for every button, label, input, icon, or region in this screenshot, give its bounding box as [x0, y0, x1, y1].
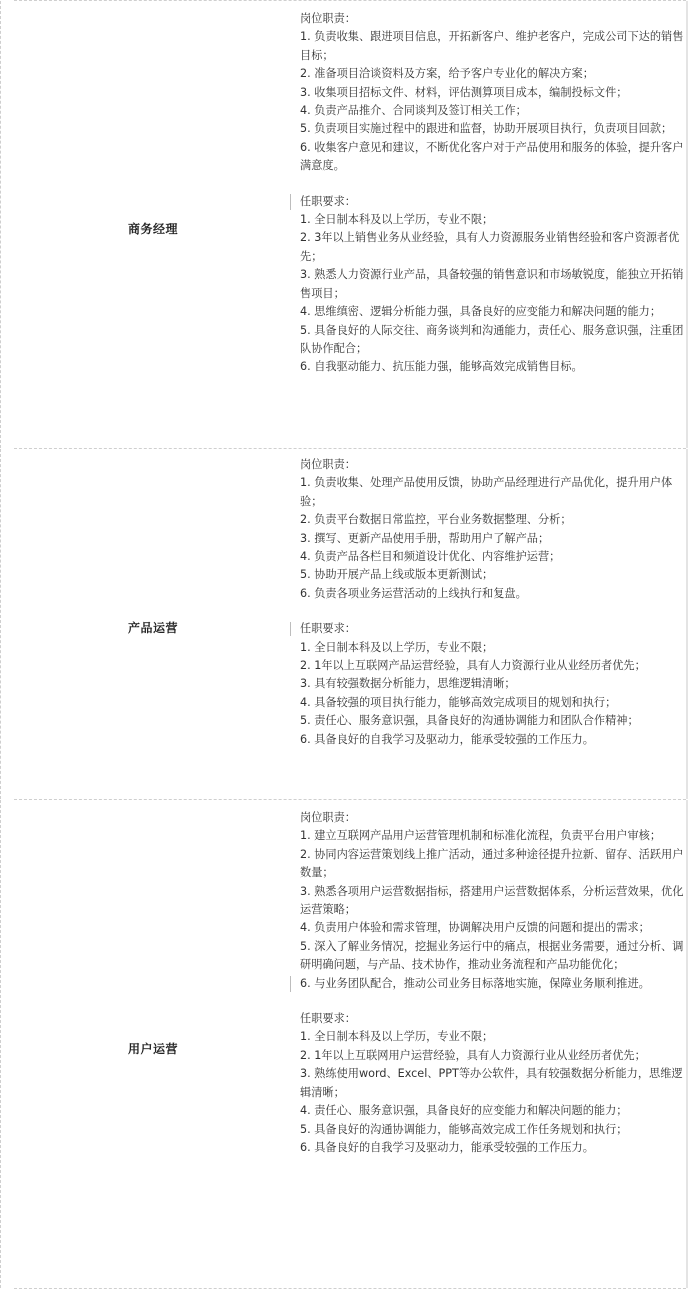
requirement-item: 2. 1年以上互联网产品运营经验，具有人力资源行业从业经历者优先；: [300, 659, 646, 673]
requirements-section: [300, 1010, 684, 1157]
duties-heading: 岗位职责：: [300, 458, 356, 471]
requirement-item: 4. 思维缜密、逻辑分析能力强，具备良好的应变能力和解决问题的能力；: [300, 305, 662, 319]
requirement-item: 2. 1年以上互联网用户运营经验，具有人力资源行业从业经历者优先；: [300, 1048, 646, 1062]
requirement-item: 5. 责任心、服务意识强，具备良好的沟通协调能力和团队合作精神；: [300, 714, 639, 728]
requirement-item: 3. 熟练使用word、Excel、PPT等办公软件，具有较强数据分析能力，思维逻辑清晰；: [300, 1067, 683, 1099]
duties-heading: 岗位职责：: [300, 12, 356, 25]
job-row: [14, 0, 686, 449]
job-description: [300, 809, 684, 1157]
duty-item: 3. 熟悉各项用户运营数据指标，搭建用户运营数据体系，分析运营效果，优化运营策略；: [300, 884, 684, 917]
requirement-item: 1. 全日制本科及以上学历，专业不限；: [300, 213, 494, 227]
duty-item: 6. 负责各项业务运营活动的上线执行和复盘。: [300, 586, 527, 600]
duty-item: 2. 协同内容运营策划线上推广活动，通过多种途径提升拉新、留存、活跃用户数量；: [300, 847, 684, 880]
duty-item: 1. 负责收集、处理产品使用反馈，协助产品经理进行产品优化，提升用户体验；: [300, 476, 673, 508]
job-description: [300, 10, 684, 377]
requirement-item: 6. 自我驱动能力、抗压能力强，能够高效完成销售目标。: [300, 360, 583, 374]
duties-section: [300, 809, 684, 993]
job-title: 产品运营: [128, 621, 179, 635]
requirement-item: 2. 3年以上销售业务从业经验，具有人力资源服务业销售经验和客户资源者优先；: [300, 231, 680, 263]
duty-item: 5. 深入了解业务情况，挖掘业务运行中的痛点，根据业务需要，通过分析、调研明确问题，与产品、技术协作，推动业务流程和产品功能优化；: [300, 939, 684, 972]
duties-section: [300, 10, 684, 176]
requirement-item: 3. 具有较强数据分析能力，思维逻辑清晰；: [300, 677, 516, 691]
job-title: 商务经理: [128, 222, 179, 236]
requirement-item: 4. 具备较强的项目执行能力，能够高效完成项目的规划和执行；: [300, 695, 617, 709]
duties-section: [300, 456, 684, 603]
row-left-divider: [0, 800, 1, 1288]
row-right-divider: [686, 800, 688, 1288]
job-title: 用户运营: [128, 1042, 179, 1056]
requirement-item: 4. 责任心、服务意识强，具备良好的应变能力和解决问题的能力；: [300, 1104, 628, 1118]
row-left-divider: [0, 449, 1, 799]
row-left-divider: [0, 1, 1, 448]
row-right-divider: [686, 449, 688, 799]
job-row: [14, 449, 686, 800]
duty-item: 2. 负责平台数据日常监控，平台业务数据整理、分析；: [300, 513, 572, 527]
requirement-item: 3. 熟悉人力资源行业产品，具备较强的销售意识和市场敏锐度，能独立开拓销售项目；: [300, 268, 684, 300]
requirement-item: 5. 具备良好的沟通协调能力，能够高效完成工作任务规划和执行；: [300, 1122, 628, 1136]
duty-item: 2. 准备项目洽谈资料及方案，给予客户专业化的解决方案；: [300, 67, 594, 81]
duty-item: 3. 撰写、更新产品使用手册，帮助用户了解产品；: [300, 531, 550, 545]
section-divider: [290, 622, 291, 636]
requirements-heading: 任职要求：: [300, 194, 356, 208]
duty-item: 4. 负责产品推介、合同谈判及签订相关工作；: [300, 104, 527, 118]
job-row: [14, 800, 686, 1289]
duty-item: 3. 收集项目招标文件、材料，评估测算项目成本，编制投标文件；: [300, 85, 628, 99]
duty-item: 5. 协助开展产品上线或版本更新测试；: [300, 568, 494, 582]
duty-item: 4. 负责产品各栏目和频道设计优化、内容维护运营；: [300, 550, 561, 564]
requirement-item: 1. 全日制本科及以上学历，专业不限；: [300, 640, 494, 654]
requirement-item: 1. 全日制本科及以上学历，专业不限；: [300, 1030, 494, 1044]
duty-item: 6. 与业务团队配合，推动公司业务目标落地实施，保障业务顺利推进。: [300, 976, 650, 990]
job-description: [300, 456, 684, 749]
job-table: [14, 0, 686, 1289]
duty-item: 4. 负责用户体验和需求管理，协调解决用户反馈的问题和提出的需求；: [300, 921, 650, 935]
duty-item: 5. 负责项目实施过程中的跟进和监督，协助开展项目执行，负责项目回款；: [300, 122, 673, 136]
duty-item: 6. 收集客户意见和建议，不断优化客户对于产品使用和服务的体验，提升客户满意度。: [300, 140, 684, 173]
requirement-item: 6. 具备良好的自我学习及驱动力，能承受较强的工作压力。: [300, 732, 594, 746]
duty-item: 1. 建立互联网产品用户运营管理机制和标准化流程，负责平台用户审核；: [300, 829, 662, 843]
duties-heading: 岗位职责：: [300, 811, 356, 824]
requirements-heading: 任职要求：: [300, 1012, 356, 1026]
requirements-section: [300, 620, 684, 749]
requirement-item: 6. 具备良好的自我学习及驱动力，能承受较强的工作压力。: [300, 1140, 594, 1154]
requirement-item: 5. 具备良好的人际交往、商务谈判和沟通能力，责任心、服务意识强，注重团队协作配合；: [300, 323, 684, 355]
duty-item: 1. 负责收集、跟进项目信息，开拓新客户、维护老客户，完成公司下达的销售目标；: [300, 30, 684, 62]
section-divider: [290, 976, 291, 992]
row-right-divider: [686, 1, 688, 448]
requirements-heading: 任职要求：: [300, 622, 356, 636]
section-divider: [290, 194, 291, 210]
requirements-section: [300, 193, 684, 377]
